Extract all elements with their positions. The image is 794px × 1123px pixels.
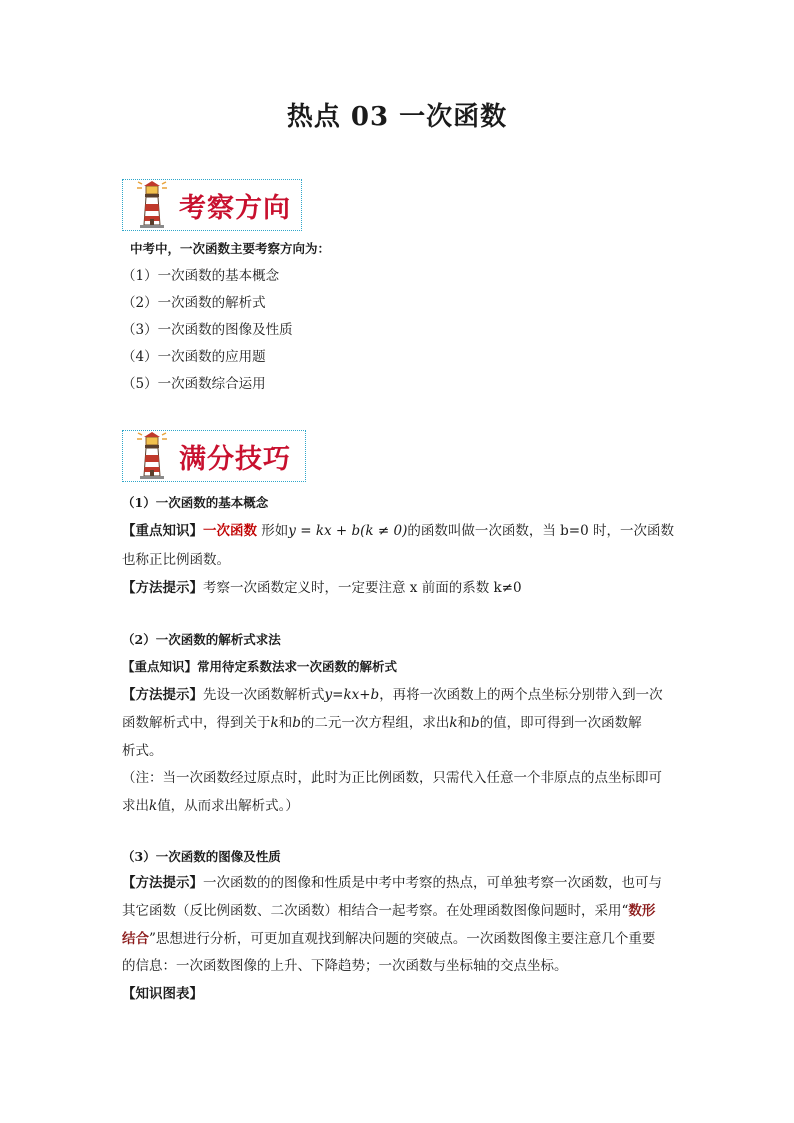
method-text: ”思想进行分析，可更加直观找到解决问题的突破点。一次函数图像主要注意几个重要: [149, 931, 656, 947]
method-hint-line: [122, 686, 663, 704]
subsection-heading: （1）一次函数的基本概念: [122, 495, 269, 510]
method-hint-line-4: 的信息：一次函数图像的上升、下降趋势；一次函数与坐标轴的交点坐标。: [122, 958, 568, 974]
key-text: 的函数叫做一次函数，当 b=0 时，一次函数: [407, 523, 674, 539]
key-knowledge-line: 【重点知识】常用待定系数法求一次函数的解析式: [122, 659, 398, 674]
variable-b: b: [292, 715, 301, 731]
page-title: 热点 03 一次函数: [286, 102, 508, 132]
banner-title: 满分技巧: [179, 443, 291, 475]
method-label: 【方法提示】: [122, 580, 203, 596]
method-text: ，再将一次函数上的两个点坐标分别带入到一次: [379, 687, 663, 703]
note-text: 求出: [122, 798, 149, 814]
variable-k: k: [149, 798, 158, 814]
method-text: 函数解析式中，得到关于: [122, 715, 271, 731]
subsection-heading: （3）一次函数的图像及性质: [122, 849, 281, 864]
note-line-2: [122, 797, 299, 815]
method-label: 【方法提示】: [122, 687, 203, 703]
key-knowledge-line: [122, 522, 674, 540]
method-text: 和: [278, 715, 293, 731]
list-item: （2）一次函数的解析式: [122, 295, 266, 311]
note-text: 值，从而求出解析式。）: [157, 798, 299, 814]
chart-label: 【知识图表】: [122, 986, 203, 1002]
formula: y = kx + b(k ≠ 0): [288, 523, 408, 539]
method-hint-line-2: [122, 714, 642, 732]
lighthouse-icon: [129, 180, 175, 230]
key-label: 【重点知识】: [122, 523, 203, 539]
lighthouse-icon: [129, 431, 175, 481]
banner-title: 考察方向: [179, 192, 291, 224]
method-text: 先设一次函数解析式: [203, 687, 325, 703]
key-term: 一次函数: [203, 523, 257, 539]
method-label: 【方法提示】: [122, 875, 203, 891]
list-item: （4）一次函数的应用题: [122, 349, 266, 365]
emphasis-text: 结合: [122, 931, 149, 947]
method-hint-line-3: 析式。: [122, 743, 163, 759]
method-hint-line: [122, 579, 522, 597]
key-text: 形如: [257, 523, 289, 539]
method-hint-line: [122, 874, 662, 892]
method-text: 和: [457, 715, 472, 731]
section-banner-exam-direction: [122, 179, 302, 231]
list-item: （5）一次函数综合运用: [122, 376, 266, 392]
method-text: 一次函数的的图像和性质是中考中考察的热点，可单独考察一次函数，也可与: [203, 875, 662, 891]
variable-k: k: [449, 715, 458, 731]
method-text: 的二元一次方程组，求出: [300, 715, 450, 731]
formula: y=kx+b: [324, 687, 380, 703]
note-line: （注：当一次函数经过原点时，此时为正比例函数，只需代入任意一个非原点的点坐标即可: [122, 770, 662, 786]
method-text: 考察一次函数定义时，一定要注意 x 前面的系数 k≠0: [203, 580, 522, 596]
variable-b: b: [471, 715, 480, 731]
method-text: 其它函数（反比例函数、二次函数）相结合一起考察。在处理函数图像问题时，采用“: [122, 903, 629, 919]
variable-k: k: [270, 715, 279, 731]
method-text: 的值，即可得到一次函数解: [479, 715, 642, 731]
emphasis-text: 数形: [628, 903, 656, 919]
section-banner-scoring-tips: [122, 430, 306, 482]
intro-text: 中考中，一次函数主要考察方向为：: [130, 241, 331, 256]
method-hint-line-3: [122, 930, 655, 948]
list-item: （1）一次函数的基本概念: [122, 268, 280, 284]
list-item: （3）一次函数的图像及性质: [122, 322, 293, 338]
subsection-heading: （2）一次函数的解析式求法: [122, 632, 281, 647]
method-hint-line-2: [122, 902, 655, 920]
key-knowledge-line-2: 也称正比例函数。: [122, 552, 230, 568]
